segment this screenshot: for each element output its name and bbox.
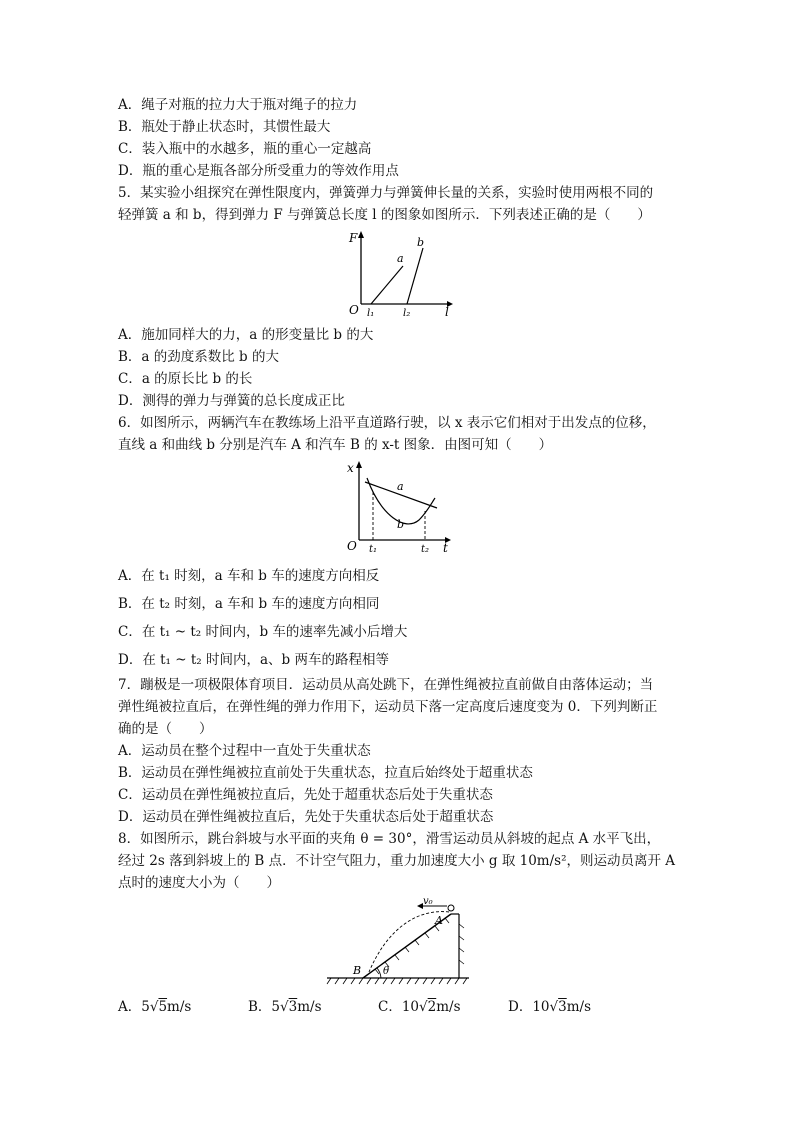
q8-angle-arc: [377, 968, 381, 978]
q5-stem-line1: 5．某实验小组探究在弹性限度内，弹簧弹力与弹簧伸长量的关系，实验时使用两根不同的: [118, 185, 654, 201]
q6-x-label: t: [443, 541, 448, 555]
question-8: [118, 828, 678, 1018]
q6-label-b: b: [397, 518, 405, 531]
q4-option-a[interactable]: A．绳子对瓶的拉力大于瓶对绳子的拉力: [118, 97, 358, 113]
q7-option-c[interactable]: C．运动员在弹性绳被拉直后，先处于超重状态后处于失重状态: [118, 787, 493, 803]
q5-option-d[interactable]: D．测得的弹力与弹簧的总长度成正比: [118, 393, 345, 409]
q8-option-c-rad: 2: [427, 999, 437, 1015]
q5-figure-force-length: [343, 230, 453, 318]
q5-stem-line2: 轻弹簧 a 和 b，得到弹力 F 与弹簧总长度 l 的图象如图所示．下列表述正确的是（ ）: [118, 207, 651, 223]
q8-option-b-prefix: B．: [248, 999, 272, 1015]
q5-y-arrow: [358, 231, 364, 238]
q6-label-a: a: [397, 480, 404, 493]
q5-option-a[interactable]: A．施加同样大的力，a 的形变量比 b 的大: [118, 327, 374, 343]
q8-option-a-unit: m/s: [167, 999, 192, 1015]
question-5: [118, 182, 678, 412]
q7-option-a[interactable]: A．运动员在整个过程中一直处于失重状态: [118, 743, 371, 759]
q8-option-b-unit: m/s: [297, 999, 322, 1015]
q8-stem-line1: 8．如图所示，跳台斜坡与水平面的夹角 θ = 30°，滑雪运动员从斜坡的起点 A 水平飞出，: [118, 831, 661, 847]
q8-option-b-rad: 3: [288, 999, 298, 1015]
q5-tick-l1: l₁: [367, 308, 375, 318]
q8-option-d-prefix: D．: [508, 999, 533, 1015]
q7-stem-line2: 弹性绳被拉直后，在弹性绳的弹力作用下，运动员下落一定高度后速度变为 0．下列判断正: [118, 699, 658, 715]
q8-label-A: A: [435, 914, 443, 927]
q7-option-b[interactable]: B．运动员在弹性绳被拉直前处于失重状态，拉直后始终处于超重状态: [118, 765, 533, 781]
question-7: [118, 674, 678, 828]
q6-y-label: x: [347, 461, 354, 475]
q5-label-a: a: [397, 252, 404, 265]
q8-option-a-coef: 5: [141, 999, 150, 1015]
q4-option-d[interactable]: D．瓶的重心是瓶各部分所受重力的等效作用点: [118, 163, 399, 179]
q6-stem-line2: 直线 a 和曲线 b 分别是汽车 A 和汽车 B 的 x-t 图象．由图可知（ ）: [118, 437, 553, 453]
q6-origin-label: O: [347, 539, 357, 553]
q8-skier: [448, 905, 454, 911]
q8-stem-line2: 经过 2s 落到斜坡上的 B 点．不计空气阻力，重力加速度大小 g 取 10m/s²，则运动员离开 A: [118, 853, 676, 869]
q4-options: [118, 94, 678, 182]
q8-label-B: B: [353, 964, 362, 977]
q8-label-v0: v₀: [423, 898, 433, 907]
q6-tick-t1: t₁: [369, 544, 378, 555]
q5-x-label: l: [445, 305, 449, 318]
q8-option-c-coef: 10: [401, 999, 420, 1015]
q8-option-d[interactable]: D．10√3m/s: [508, 999, 591, 1015]
q8-option-c-unit: m/s: [436, 999, 461, 1015]
q5-line-a: [371, 266, 403, 304]
q8-option-c[interactable]: C．10√2m/s: [378, 999, 461, 1015]
q8-option-a[interactable]: A．5√5m/s: [118, 999, 192, 1015]
q5-option-b[interactable]: B．a 的劲度系数比 b 的大: [118, 349, 279, 365]
q6-y-arrow: [356, 461, 362, 468]
q5-origin-label: O: [349, 303, 359, 317]
q4-option-c[interactable]: C．装入瓶中的水越多，瓶的重心一定越高: [118, 141, 372, 157]
q8-option-b[interactable]: B．5√3m/s: [248, 999, 322, 1015]
q5-tick-l2: l₂: [403, 308, 411, 318]
q8-option-d-rad: 3: [558, 999, 567, 1015]
q8-option-d-coef: 10: [532, 999, 550, 1015]
q8-option-b-coef: 5: [271, 999, 281, 1015]
q5-y-label: F: [349, 231, 358, 245]
q8-option-d-unit: m/s: [566, 999, 591, 1015]
q7-stem-line3: 确的是（ ）: [118, 721, 213, 737]
q6-option-b[interactable]: B．在 t₂ 时刻，a 车和 b 车的速度方向相同: [118, 596, 380, 612]
q7-stem-line1: 7．蹦极是一项极限体育项目．运动员从高处跳下，在弹性绳被拉直前做自由落体运动；当: [118, 677, 654, 693]
q6-option-d[interactable]: D．在 t₁ ~ t₂ 时间内，a、b 两车的路程相等: [118, 652, 389, 668]
q8-label-theta: θ: [383, 966, 390, 977]
q6-tick-t2: t₂: [421, 544, 430, 555]
exam-page: [118, 94, 678, 1018]
q6-option-c[interactable]: C．在 t₁ ~ t₂ 时间内，b 车的速率先减小后增大: [118, 624, 408, 640]
q4-option-b[interactable]: B．瓶处于静止状态时，其惯性最大: [118, 119, 331, 135]
q6-figure-xt-graph: [343, 460, 453, 556]
q7-option-d[interactable]: D．运动员在弹性绳被拉直后，先处于失重状态后处于超重状态: [118, 809, 494, 825]
q5-option-c[interactable]: C．a 的原长比 b 的长: [118, 371, 253, 387]
q8-stem-line3: 点时的速度大小为（ ）: [118, 875, 280, 891]
q8-ground-hatch: [327, 978, 467, 984]
question-6: [118, 412, 678, 674]
q8-figure-ski-slope: [323, 898, 473, 990]
q8-options-row: [118, 996, 638, 1018]
q8-option-c-prefix: C．: [378, 999, 402, 1015]
q8-option-a-prefix: A．: [118, 999, 142, 1015]
q5-label-b: b: [417, 236, 425, 249]
q6-stem-line1: 6．如图所示，两辆汽车在教练场上沿平直道路行驶，以 x 表示它们相对于出发点的位移，: [118, 415, 656, 431]
q8-option-a-rad: 5: [158, 999, 168, 1015]
q5-line-b: [407, 248, 423, 304]
q6-option-a[interactable]: A．在 t₁ 时刻，a 车和 b 车的速度方向相反: [118, 568, 380, 584]
